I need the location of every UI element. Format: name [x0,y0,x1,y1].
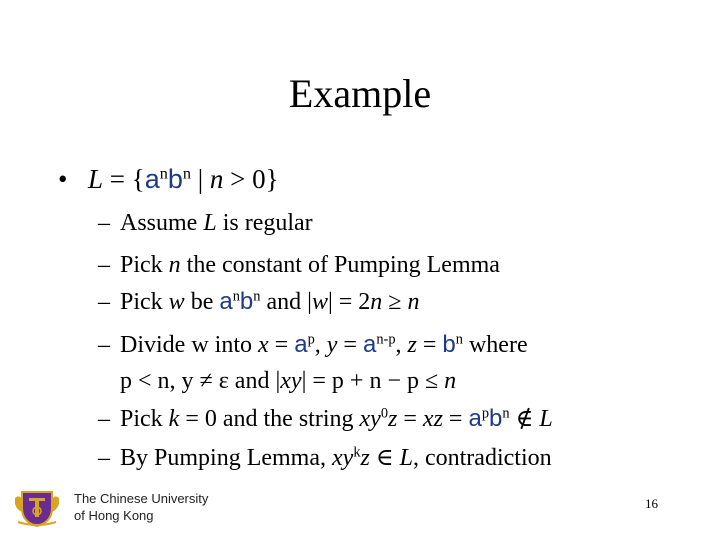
sub-bullet-pick-n: – Pick n the constant of Pumping Lemma [98,252,500,278]
page-number: 16 [645,496,658,511]
cuhk-crest-icon [12,488,62,528]
university-line-1: The Chinese University [74,491,209,506]
sub-bullet-divide-continuation: p < n, y ≠ ε and |xy| = p + n − p ≤ n [120,368,457,394]
sub-bullet-assume: – Assume L is regular [98,210,313,236]
slide-title: Example [288,71,432,116]
university-line-2: of Hong Kong [74,508,154,523]
university-name [74,490,208,524]
language-definition: • $L = \{a^nb^n$ | n > 0} [58,164,279,194]
sub-bullet-pick-k: – Pick k = 0 and the string $xy^0z$ = xz = $a^pb^n$ ∉ L [98,405,553,432]
sub-bullet-pick-w: – Pick w be $a^nb^n$ and |w| = 2n ≥ n [98,288,420,315]
sub-bullet-contradiction: – By Pumping Lemma, $xy^kz$ ∈ L, contradiction [98,444,552,471]
bullet-symbol: • [58,164,68,194]
sub-bullet-divide: – Divide w into $x = a^p$, $y = a^{n-p}$, $z = b^n$ where [98,331,528,358]
